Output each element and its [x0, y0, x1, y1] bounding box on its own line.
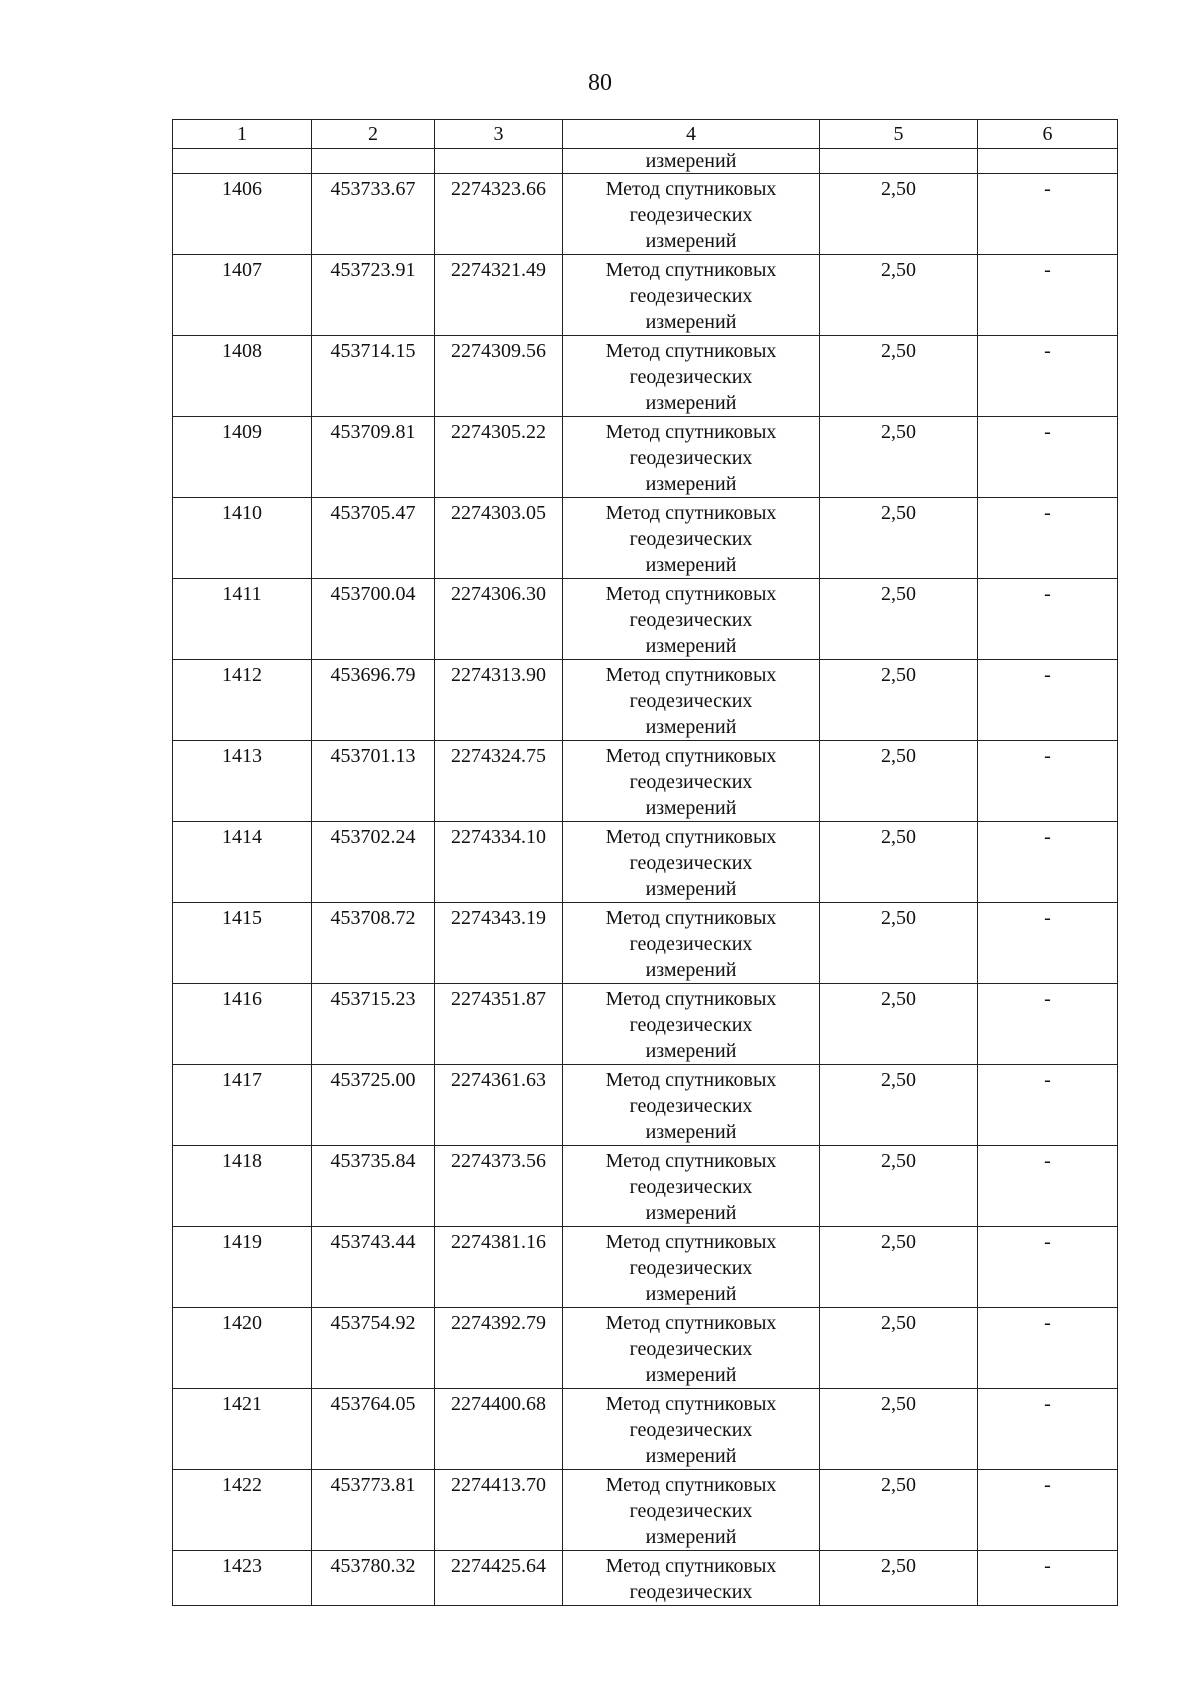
y-coordinate-cell: 2274303.05 — [435, 498, 563, 579]
y-coordinate-cell: 2274313.90 — [435, 660, 563, 741]
point-cell: 1414 — [173, 822, 312, 903]
page-number: 80 — [588, 70, 612, 96]
carry-over-row — [173, 149, 1118, 174]
table-row — [173, 984, 1118, 1065]
method-line: Метод спутниковых — [605, 259, 777, 281]
table-row — [173, 1389, 1118, 1470]
carry-over-point-cell — [173, 149, 312, 174]
y-coordinate-cell: 2274306.30 — [435, 579, 563, 660]
point-cell: 1407 — [173, 255, 312, 336]
accuracy-cell: 2,50 — [820, 336, 978, 417]
method-line: геодезических — [629, 1014, 753, 1036]
point-cell: 1409 — [173, 417, 312, 498]
table-row — [173, 1551, 1118, 1606]
method-line: геодезических — [629, 1419, 753, 1441]
note-cell: - — [978, 822, 1118, 903]
carry-over-note-cell — [978, 149, 1118, 174]
table-row — [173, 336, 1118, 417]
accuracy-cell: 2,50 — [820, 1308, 978, 1389]
method-cell — [563, 1146, 820, 1227]
y-coordinate-cell: 2274321.49 — [435, 255, 563, 336]
accuracy-cell: 2,50 — [820, 1551, 978, 1606]
carry-over-method-cell — [563, 149, 820, 174]
table-row — [173, 822, 1118, 903]
y-coordinate-cell: 2274334.10 — [435, 822, 563, 903]
x-coordinate-cell: 453733.67 — [312, 174, 435, 255]
method-line: геодезических — [629, 447, 753, 469]
column-header-6: 6 — [978, 120, 1118, 149]
method-line: геодезических — [629, 690, 753, 712]
accuracy-cell: 2,50 — [820, 255, 978, 336]
table-row — [173, 1308, 1118, 1389]
method-line: Метод спутниковых — [605, 178, 777, 200]
carry-over-accuracy-cell — [820, 149, 978, 174]
y-coordinate-cell: 2274413.70 — [435, 1470, 563, 1551]
column-header-1: 1 — [173, 120, 312, 149]
note-cell: - — [978, 1227, 1118, 1308]
note-cell: - — [978, 903, 1118, 984]
point-cell: 1416 — [173, 984, 312, 1065]
column-header-5: 5 — [820, 120, 978, 149]
method-line: геодезических — [629, 1176, 753, 1198]
method-cell — [563, 984, 820, 1065]
method-cell — [563, 1065, 820, 1146]
accuracy-cell: 2,50 — [820, 579, 978, 660]
table-header — [173, 120, 1118, 149]
method-cell — [563, 417, 820, 498]
method-cell — [563, 174, 820, 255]
point-cell: 1406 — [173, 174, 312, 255]
method-line: геодезических — [629, 204, 753, 226]
method-line: геодезических — [629, 528, 753, 550]
method-line: геодезических — [629, 933, 753, 955]
accuracy-cell: 2,50 — [820, 1146, 978, 1227]
method-line: измерений — [645, 1445, 737, 1467]
point-cell: 1408 — [173, 336, 312, 417]
method-line: измерений — [645, 1121, 737, 1143]
note-cell: - — [978, 660, 1118, 741]
method-line: геодезических — [629, 1095, 753, 1117]
x-coordinate-cell: 453701.13 — [312, 741, 435, 822]
note-cell: - — [978, 1470, 1118, 1551]
x-coordinate-cell: 453735.84 — [312, 1146, 435, 1227]
y-coordinate-cell: 2274305.22 — [435, 417, 563, 498]
method-line: Метод спутниковых — [605, 1231, 777, 1253]
method-line: геодезических — [629, 1338, 753, 1360]
method-line: Метод спутниковых — [605, 745, 777, 767]
table-body — [173, 149, 1118, 1606]
point-cell: 1417 — [173, 1065, 312, 1146]
point-cell: 1418 — [173, 1146, 312, 1227]
note-cell: - — [978, 174, 1118, 255]
method-cell — [563, 1470, 820, 1551]
point-cell: 1420 — [173, 1308, 312, 1389]
table-row — [173, 1065, 1118, 1146]
method-line: Метод спутниковых — [605, 1393, 777, 1415]
method-line: Метод спутниковых — [605, 340, 777, 362]
carry-over-y-cell — [435, 149, 563, 174]
method-cell — [563, 903, 820, 984]
accuracy-cell: 2,50 — [820, 660, 978, 741]
method-line: измерений — [645, 797, 737, 819]
note-cell: - — [978, 1551, 1118, 1606]
y-coordinate-cell: 2274351.87 — [435, 984, 563, 1065]
method-line: Метод спутниковых — [605, 1555, 777, 1577]
note-cell: - — [978, 984, 1118, 1065]
y-coordinate-cell: 2274309.56 — [435, 336, 563, 417]
y-coordinate-cell: 2274392.79 — [435, 1308, 563, 1389]
method-line: геодезических — [629, 852, 753, 874]
note-cell: - — [978, 1308, 1118, 1389]
method-line: геодезических — [629, 609, 753, 631]
method-line: измерений — [645, 311, 737, 333]
table-row — [173, 1470, 1118, 1551]
method-line: измерений — [645, 554, 737, 576]
method-line: Метод спутниковых — [605, 1312, 777, 1334]
table-row — [173, 255, 1118, 336]
y-coordinate-cell: 2274425.64 — [435, 1551, 563, 1606]
point-cell: 1419 — [173, 1227, 312, 1308]
method-line: Метод спутниковых — [605, 1150, 777, 1172]
method-line: Метод спутниковых — [605, 664, 777, 686]
x-coordinate-cell: 453708.72 — [312, 903, 435, 984]
x-coordinate-cell: 453754.92 — [312, 1308, 435, 1389]
method-cell — [563, 822, 820, 903]
point-cell: 1411 — [173, 579, 312, 660]
note-cell: - — [978, 1065, 1118, 1146]
point-cell: 1412 — [173, 660, 312, 741]
method-line: Метод спутниковых — [605, 1069, 777, 1091]
method-line: Метод спутниковых — [605, 826, 777, 848]
coordinates-table — [172, 119, 1118, 1606]
method-line: геодезических — [629, 1500, 753, 1522]
method-line: Метод спутниковых — [605, 1474, 777, 1496]
accuracy-cell: 2,50 — [820, 1389, 978, 1470]
x-coordinate-cell: 453723.91 — [312, 255, 435, 336]
column-header-3: 3 — [435, 120, 563, 149]
method-line: измерений — [645, 230, 737, 252]
note-cell: - — [978, 1389, 1118, 1470]
x-coordinate-cell: 453715.23 — [312, 984, 435, 1065]
y-coordinate-cell: 2274373.56 — [435, 1146, 563, 1227]
x-coordinate-cell: 453709.81 — [312, 417, 435, 498]
note-cell: - — [978, 741, 1118, 822]
table-row — [173, 417, 1118, 498]
note-cell: - — [978, 255, 1118, 336]
x-coordinate-cell: 453700.04 — [312, 579, 435, 660]
method-cell — [563, 498, 820, 579]
table-row — [173, 1146, 1118, 1227]
method-cell — [563, 1551, 820, 1606]
accuracy-cell: 2,50 — [820, 498, 978, 579]
accuracy-cell: 2,50 — [820, 741, 978, 822]
method-line: измерений — [645, 1040, 737, 1062]
method-line: Метод спутниковых — [605, 421, 777, 443]
method-line: Метод спутниковых — [605, 583, 777, 605]
method-cell — [563, 1389, 820, 1470]
method-line: измерений — [645, 1283, 737, 1305]
y-coordinate-cell: 2274323.66 — [435, 174, 563, 255]
method-line: геодезических — [629, 1581, 753, 1603]
accuracy-cell: 2,50 — [820, 174, 978, 255]
y-coordinate-cell: 2274343.19 — [435, 903, 563, 984]
point-cell: 1415 — [173, 903, 312, 984]
method-line: геодезических — [629, 285, 753, 307]
carry-over-x-cell — [312, 149, 435, 174]
note-cell: - — [978, 417, 1118, 498]
method-line: измерений — [645, 1364, 737, 1386]
method-line: измерений — [645, 635, 737, 657]
carry-over-method-line: измерений — [645, 150, 737, 172]
method-cell — [563, 1308, 820, 1389]
point-cell: 1410 — [173, 498, 312, 579]
method-line: измерений — [645, 1202, 737, 1224]
method-cell — [563, 255, 820, 336]
x-coordinate-cell: 453705.47 — [312, 498, 435, 579]
method-cell — [563, 741, 820, 822]
point-cell: 1413 — [173, 741, 312, 822]
note-cell: - — [978, 498, 1118, 579]
point-cell: 1421 — [173, 1389, 312, 1470]
table-row — [173, 660, 1118, 741]
method-line: измерений — [645, 959, 737, 981]
table-row — [173, 498, 1118, 579]
y-coordinate-cell: 2274400.68 — [435, 1389, 563, 1470]
note-cell: - — [978, 336, 1118, 417]
x-coordinate-cell: 453780.32 — [312, 1551, 435, 1606]
x-coordinate-cell: 453714.15 — [312, 336, 435, 417]
method-line: измерений — [645, 716, 737, 738]
column-header-2: 2 — [312, 120, 435, 149]
method-line: геодезических — [629, 1257, 753, 1279]
table-row — [173, 174, 1118, 255]
method-line: Метод спутниковых — [605, 502, 777, 524]
x-coordinate-cell: 453696.79 — [312, 660, 435, 741]
accuracy-cell: 2,50 — [820, 1065, 978, 1146]
method-cell — [563, 1227, 820, 1308]
method-line: измерений — [645, 392, 737, 414]
table-row — [173, 579, 1118, 660]
note-cell: - — [978, 1146, 1118, 1227]
method-cell — [563, 579, 820, 660]
method-line: измерений — [645, 1526, 737, 1548]
accuracy-cell: 2,50 — [820, 822, 978, 903]
y-coordinate-cell: 2274324.75 — [435, 741, 563, 822]
x-coordinate-cell: 453743.44 — [312, 1227, 435, 1308]
x-coordinate-cell: 453764.05 — [312, 1389, 435, 1470]
method-line: Метод спутниковых — [605, 988, 777, 1010]
point-cell: 1423 — [173, 1551, 312, 1606]
y-coordinate-cell: 2274381.16 — [435, 1227, 563, 1308]
method-line: геодезических — [629, 366, 753, 388]
accuracy-cell: 2,50 — [820, 984, 978, 1065]
accuracy-cell: 2,50 — [820, 903, 978, 984]
method-line: геодезических — [629, 771, 753, 793]
x-coordinate-cell: 453702.24 — [312, 822, 435, 903]
x-coordinate-cell: 453773.81 — [312, 1470, 435, 1551]
method-line: Метод спутниковых — [605, 907, 777, 929]
method-line: измерений — [645, 473, 737, 495]
method-cell — [563, 660, 820, 741]
column-header-4: 4 — [563, 120, 820, 149]
header-row — [173, 120, 1118, 149]
table-row — [173, 903, 1118, 984]
x-coordinate-cell: 453725.00 — [312, 1065, 435, 1146]
point-cell: 1422 — [173, 1470, 312, 1551]
note-cell: - — [978, 579, 1118, 660]
table-row — [173, 741, 1118, 822]
method-cell — [563, 336, 820, 417]
accuracy-cell: 2,50 — [820, 1470, 978, 1551]
y-coordinate-cell: 2274361.63 — [435, 1065, 563, 1146]
accuracy-cell: 2,50 — [820, 1227, 978, 1308]
accuracy-cell: 2,50 — [820, 417, 978, 498]
method-line: измерений — [645, 878, 737, 900]
table-row — [173, 1227, 1118, 1308]
